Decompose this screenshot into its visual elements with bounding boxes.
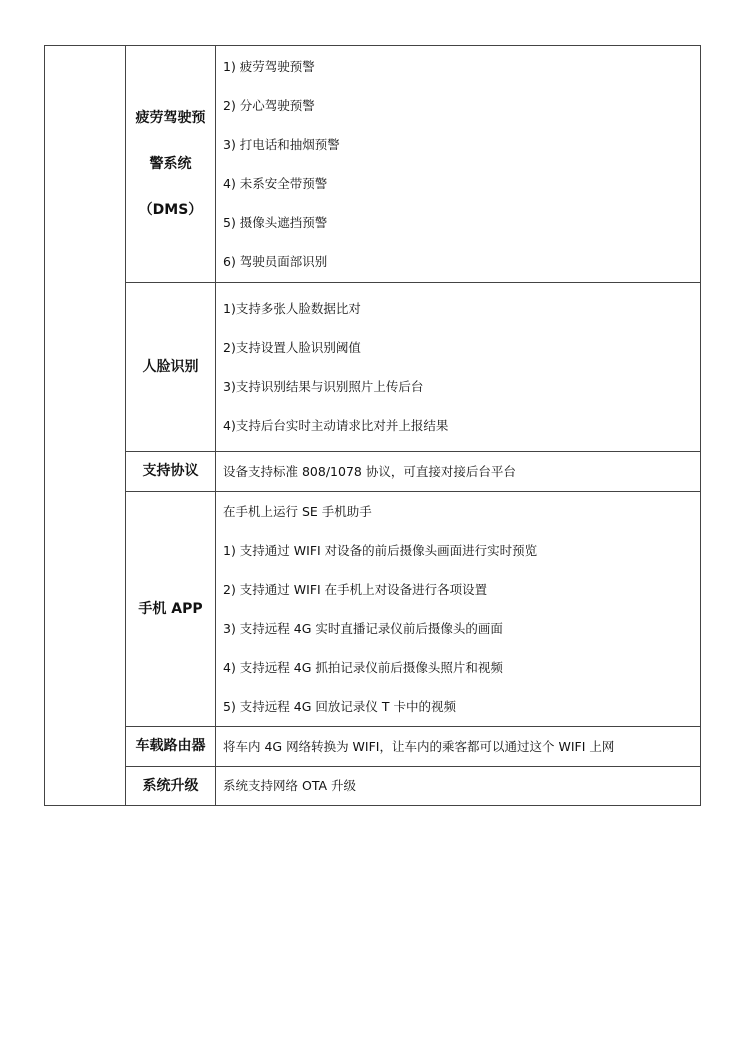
list-item: 4)支持后台实时主动请求比对并上报结果 [223, 418, 449, 433]
list-item: 2) 分心驾驶预警 [223, 98, 315, 113]
table-row [45, 452, 701, 492]
description-cell-dms [216, 46, 701, 283]
list-item: 1)支持多张人脸数据比对 [223, 301, 361, 316]
feature-cell-dms [126, 46, 216, 283]
list-item: 2) 支持通过 WIFI 在手机上对设备进行各项设置 [223, 582, 488, 597]
list-item: 3) 支持远程 4G 实时直播记录仪前后摄像头的画面 [223, 621, 503, 636]
list-item: 3) 打电话和抽烟预警 [223, 137, 340, 152]
list-item: 2)支持设置人脸识别阈值 [223, 340, 361, 355]
feature-label-line: 警系统 [149, 156, 192, 172]
category-cell-empty [45, 46, 126, 806]
list-item: 4) 支持远程 4G 抓拍记录仪前后摄像头照片和视频 [223, 660, 503, 675]
list-item: 3)支持识别结果与识别照片上传后台 [223, 379, 424, 394]
list-item: 1) 疲劳驾驶预警 [223, 59, 315, 74]
feature-cell-mobile-app: 手机 APP [126, 492, 216, 727]
list-item: 将车内 4G 网络转换为 WIFI，让车内的乘客都可以通过这个 WIFI 上网 [223, 738, 615, 754]
table-row [45, 46, 701, 283]
list-item: 6) 驾驶员面部识别 [223, 254, 328, 269]
table-row [45, 727, 701, 767]
table-row [45, 283, 701, 452]
feature-cell-protocol: 支持协议 [126, 452, 216, 492]
list-item: 1) 支持通过 WIFI 对设备的前后摄像头画面进行实时预览 [223, 543, 538, 558]
feature-label-line: （DMS） [138, 202, 203, 218]
feature-cell-face-recognition: 人脸识别 [126, 283, 216, 452]
feature-label-line: 疲劳驾驶预 [135, 110, 206, 126]
description-cell-protocol [216, 452, 701, 492]
table-row [45, 767, 701, 806]
description-cell-face-recognition [216, 283, 701, 452]
feature-cell-system-upgrade: 系统升级 [126, 767, 216, 806]
list-item: 系统支持网络 OTA 升级 [223, 778, 357, 793]
description-cell-vehicle-router [216, 727, 701, 767]
table-row [45, 492, 701, 727]
feature-spec-table [44, 45, 701, 806]
list-item: 在手机上运行 SE 手机助手 [223, 504, 372, 519]
description-cell-mobile-app [216, 492, 701, 727]
list-item: 5) 摄像头遮挡预警 [223, 215, 328, 230]
feature-cell-vehicle-router: 车载路由器 [126, 727, 216, 767]
list-item: 设备支持标准 808/1078 协议，可直接对接后台平台 [223, 463, 516, 479]
list-item: 5) 支持远程 4G 回放记录仪 T 卡中的视频 [223, 699, 456, 714]
list-item: 4) 未系安全带预警 [223, 176, 328, 191]
description-cell-system-upgrade [216, 767, 701, 806]
